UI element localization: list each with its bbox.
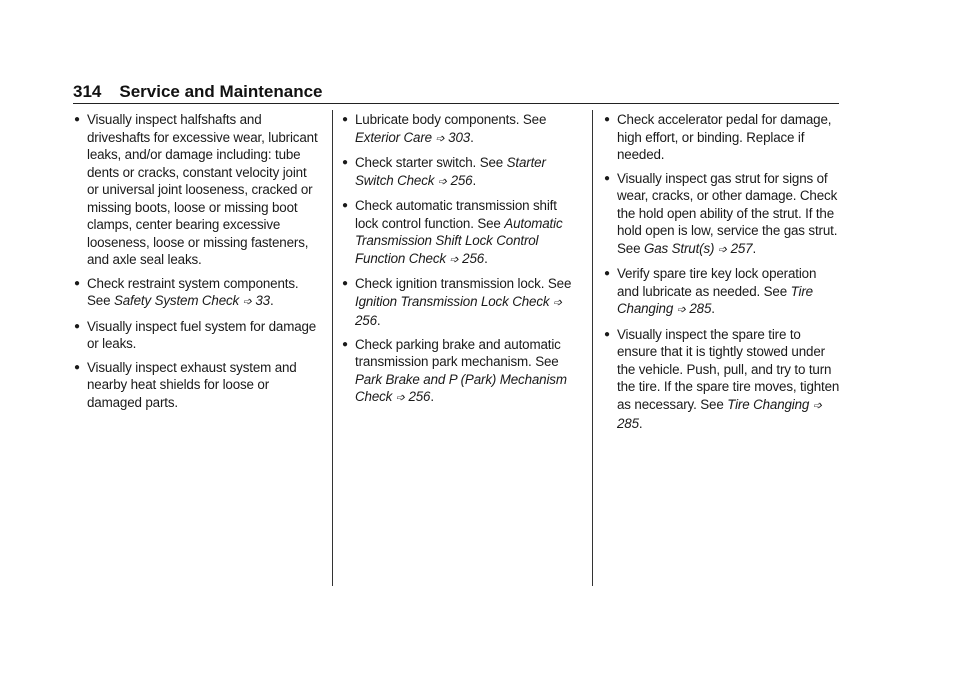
list-item [342, 154, 576, 191]
reference-page-number[interactable]: 285 [617, 416, 639, 431]
reference-title[interactable]: Ignition Transmission Lock Check [355, 293, 550, 309]
reference-page-number[interactable]: 33 [255, 293, 270, 308]
list-item [604, 111, 840, 164]
reference-title[interactable]: Park Brake and P (Park) Mechanism Check [355, 371, 567, 404]
column-divider [592, 110, 593, 586]
arrow-circle-icon: ➩ [812, 399, 822, 412]
reference-page-number[interactable]: 256 [355, 313, 377, 328]
item-text-end: . [269, 293, 274, 308]
bullet-icon: ● [342, 200, 348, 211]
item-text: Check automatic transmission shift lock control function. See [355, 198, 557, 231]
list-item [604, 326, 840, 433]
cross-reference-link[interactable] [355, 372, 567, 405]
item-text: Visually inspect fuel system for damage or leaks. [87, 318, 317, 351]
arrow-circle-icon: ➩ [435, 132, 445, 145]
bullet-icon: ● [342, 114, 348, 125]
item-text: Check ignition transmission lock. See [355, 276, 572, 291]
item-text-end: . [752, 240, 757, 256]
item-text: Visually inspect the spare tire to ensure that it is tightly stowed under the vehicle. Push, pull, and try to turn the tire. If the spare tire moves, tighten as necessary. See [617, 326, 840, 412]
list-item [74, 275, 318, 312]
item-text-end: . [470, 129, 474, 145]
cross-reference-link[interactable] [355, 130, 470, 145]
list-item [342, 336, 576, 408]
item-text-end: . [472, 172, 477, 188]
reference-title[interactable]: Exterior Care [355, 129, 432, 145]
bullet-icon: ● [342, 338, 348, 350]
column-1 [74, 111, 318, 417]
item-text: Check restraint system components. See [87, 275, 299, 308]
list-item [342, 111, 576, 148]
header-rule [73, 103, 839, 104]
column-divider [332, 110, 333, 586]
bullet-icon: ● [604, 328, 610, 340]
list-item [74, 111, 318, 269]
reference-title[interactable]: Tire Changing [617, 283, 813, 316]
item-text: Visually inspect gas strut for signs of wear, cracks, or other damage. Check the hold open ability of the strut. If the hold open is low, service the gas strut. See [617, 170, 838, 256]
reference-page-number[interactable]: 257 [730, 240, 753, 256]
reference-title[interactable]: Gas Strut(s) [643, 240, 715, 256]
column-3 [604, 111, 840, 439]
reference-title[interactable]: Safety System Check [113, 293, 240, 308]
cross-reference-link[interactable] [114, 293, 270, 308]
list-item [74, 359, 318, 412]
bullet-icon: ● [74, 320, 80, 332]
item-text-end: . [711, 301, 715, 316]
reference-page-number[interactable]: 256 [408, 389, 431, 404]
reference-page-number[interactable]: 303 [448, 129, 471, 145]
item-text: Check parking brake and automatic transmission park mechanism. See [355, 336, 561, 369]
list-item [604, 170, 840, 260]
column-2 [342, 111, 576, 414]
item-text-end: . [430, 389, 434, 404]
reference-title[interactable]: Tire Changing [727, 396, 810, 412]
arrow-circle-icon: ➩ [395, 392, 405, 404]
section-title: Service and Maintenance [119, 82, 323, 101]
cross-reference-link[interactable] [644, 241, 753, 256]
bullet-icon: ● [74, 277, 80, 289]
arrow-circle-icon: ➩ [449, 253, 459, 266]
arrow-circle-icon: ➩ [676, 304, 686, 316]
arrow-circle-icon: ➩ [717, 243, 727, 256]
page-number: 314 [73, 82, 102, 101]
bullet-icon: ● [604, 114, 610, 125]
reference-title[interactable]: Automatic Transmission Shift Lock Control Function Check [355, 215, 563, 266]
bullet-icon: ● [342, 278, 348, 289]
page-header [73, 82, 839, 102]
bullet-icon: ● [74, 361, 80, 373]
item-text-end: . [376, 313, 381, 328]
list-item [74, 318, 318, 353]
item-text: Visually inspect halfshafts and driveshafts for excessive wear, lubricant leaks, and/or damage including: tube dents or cracks, constant velocity joint or universal joint looseness, cracked or missing boots, loose or missing boot clamps, center bearing excessive looseness, loose or missing fasteners, and axle seal leaks. [87, 112, 318, 267]
list-item [342, 197, 576, 269]
arrow-circle-icon: ➩ [242, 296, 252, 308]
bullet-icon: ● [604, 172, 610, 184]
item-text: Check starter switch. See [355, 155, 507, 170]
cross-reference-link[interactable] [355, 294, 562, 329]
list-item [604, 265, 840, 320]
bullet-icon: ● [604, 268, 610, 279]
list-item [342, 275, 576, 330]
item-text-end: . [638, 416, 643, 431]
arrow-circle-icon: ➩ [437, 175, 447, 188]
bullet-icon: ● [342, 157, 348, 168]
item-text: Visually inspect exhaust system and nearby heat shields for loose or damaged parts. [87, 359, 297, 410]
item-text: Verify spare tire key lock operation and lubricate as needed. See [617, 266, 817, 299]
reference-page-number[interactable]: 256 [462, 250, 485, 266]
reference-page-number[interactable]: 285 [689, 301, 712, 316]
arrow-circle-icon: ➩ [552, 296, 563, 309]
bullet-icon: ● [74, 114, 80, 125]
reference-title[interactable]: Starter Switch Check [355, 155, 546, 188]
item-text: Lubricate body components. See [355, 112, 547, 127]
reference-page-number[interactable]: 256 [450, 172, 473, 188]
item-text-end: . [484, 250, 488, 266]
item-text: Check accelerator pedal for damage, high effort, or binding. Replace if needed. [617, 112, 832, 162]
